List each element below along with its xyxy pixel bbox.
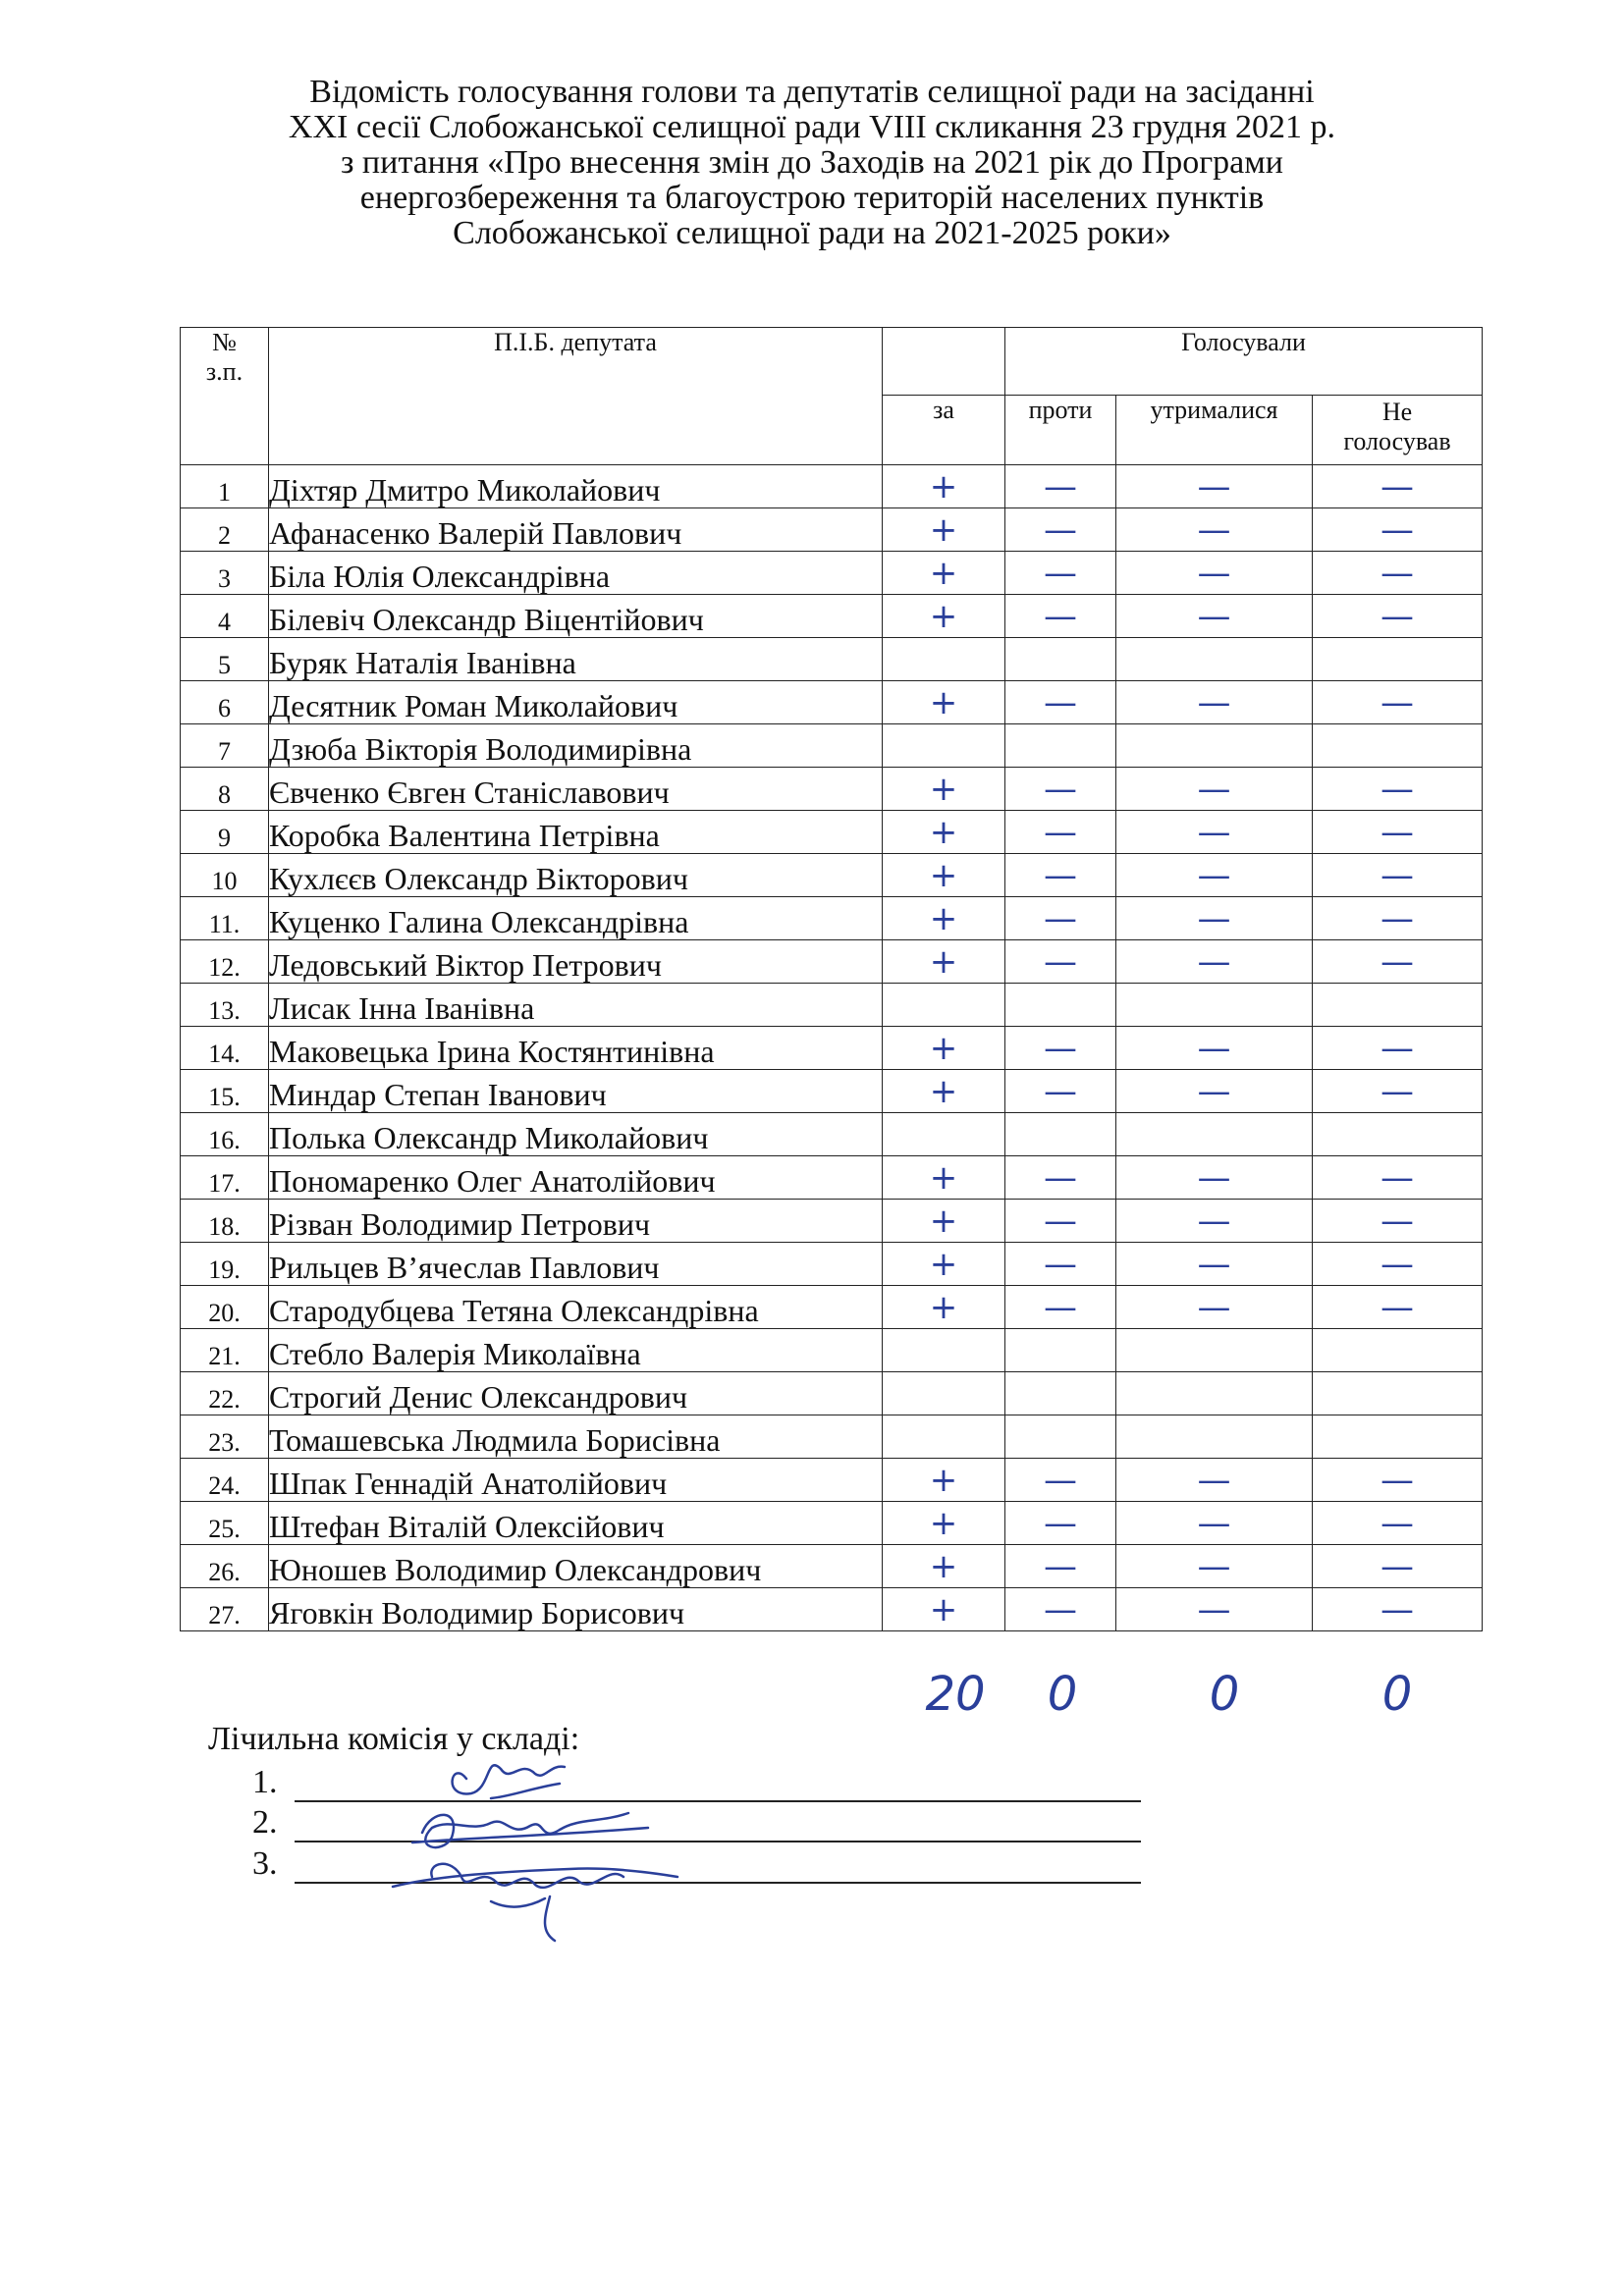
title-line-3: з питання «Про внесення змін до Заходів на 2021 рік до Програми — [341, 144, 1283, 181]
commission-number-2: 2. — [252, 1804, 278, 1841]
vote-against-mark — [1005, 984, 1116, 1027]
header-number: № з.п. — [181, 328, 269, 465]
vote-abstain-mark: — — [1116, 854, 1313, 897]
table-row — [181, 1070, 1483, 1113]
deputy-name: Маковецька Ірина Костянтинівна — [269, 1027, 883, 1070]
vote-abstain-mark — [1116, 638, 1313, 681]
vote-for-mark: + — [883, 1502, 1005, 1545]
table-row — [181, 1588, 1483, 1631]
deputy-name: Миндар Степан Іванович — [269, 1070, 883, 1113]
vote-not-voted-mark — [1313, 1329, 1483, 1372]
vote-against-mark — [1005, 724, 1116, 768]
vote-not-voted-mark — [1313, 1372, 1483, 1415]
vote-abstain-mark: — — [1116, 552, 1313, 595]
vote-not-voted-mark — [1313, 984, 1483, 1027]
row-number: 20. — [181, 1286, 269, 1329]
vote-not-voted-mark: — — [1313, 681, 1483, 724]
deputy-name: Різван Володимир Петрович — [269, 1200, 883, 1243]
row-number: 23. — [181, 1415, 269, 1459]
total-not-voted: 0 — [1381, 1667, 1413, 1722]
vote-not-voted-mark: — — [1313, 508, 1483, 552]
row-number: 14. — [181, 1027, 269, 1070]
table-row — [181, 724, 1483, 768]
vote-for-mark — [883, 1415, 1005, 1459]
vote-for-mark: + — [883, 552, 1005, 595]
vote-abstain-mark: — — [1116, 681, 1313, 724]
vote-abstain-mark: — — [1116, 940, 1313, 984]
row-number: 5 — [181, 638, 269, 681]
row-number: 27. — [181, 1588, 269, 1631]
vote-for-mark: + — [883, 1459, 1005, 1502]
table-row — [181, 1329, 1483, 1372]
vote-against-mark: — — [1005, 1070, 1116, 1113]
vote-against-mark: — — [1005, 681, 1116, 724]
total-against: 0 — [1047, 1667, 1078, 1722]
vote-not-voted-mark — [1313, 724, 1483, 768]
vote-against-mark: — — [1005, 1027, 1116, 1070]
vote-not-voted-mark: — — [1313, 1156, 1483, 1200]
deputy-name: Афанасенко Валерій Павлович — [269, 508, 883, 552]
vote-not-voted-mark: — — [1313, 465, 1483, 508]
table-row — [181, 940, 1483, 984]
vote-not-voted-mark: — — [1313, 552, 1483, 595]
deputy-name: Лисак Інна Іванівна — [269, 984, 883, 1027]
deputy-name: Євченко Євген Станіславович — [269, 768, 883, 811]
vote-for-mark: + — [883, 897, 1005, 940]
deputy-name: Діхтяр Дмитро Миколайович — [269, 465, 883, 508]
vote-for-mark: + — [883, 1286, 1005, 1329]
deputy-name: Куценко Галина Олександрівна — [269, 897, 883, 940]
deputy-name: Буряк Наталія Іванівна — [269, 638, 883, 681]
vote-abstain-mark: — — [1116, 508, 1313, 552]
vote-abstain-mark: — — [1116, 1459, 1313, 1502]
vote-against-mark: — — [1005, 897, 1116, 940]
deputy-name: Юношев Володимир Олександрович — [269, 1545, 883, 1588]
vote-for-mark: + — [883, 465, 1005, 508]
vote-against-mark: — — [1005, 854, 1116, 897]
vote-not-voted-mark: — — [1313, 1502, 1483, 1545]
deputy-name: Ледовський Віктор Петрович — [269, 940, 883, 984]
vote-not-voted-mark — [1313, 638, 1483, 681]
vote-against-mark: — — [1005, 1502, 1116, 1545]
vote-for-mark: + — [883, 508, 1005, 552]
table-row — [181, 1200, 1483, 1243]
row-number: 3 — [181, 552, 269, 595]
deputy-name: Рильцев В’ячеслав Павлович — [269, 1243, 883, 1286]
vote-abstain-mark: — — [1116, 811, 1313, 854]
vote-not-voted-mark — [1313, 1113, 1483, 1156]
table-row — [181, 811, 1483, 854]
document-title — [147, 75, 1477, 251]
row-number: 12. — [181, 940, 269, 984]
vote-against-mark: — — [1005, 1545, 1116, 1588]
table-row — [181, 1113, 1483, 1156]
row-number: 16. — [181, 1113, 269, 1156]
table-row — [181, 1545, 1483, 1588]
commission-label: Лічильна комісія у складі: — [208, 1721, 580, 1757]
vote-abstain-mark: — — [1116, 595, 1313, 638]
table-row — [181, 508, 1483, 552]
title-line-5: Слобожанської селищної ради на 2021-2025 роки» — [453, 215, 1171, 251]
row-number: 19. — [181, 1243, 269, 1286]
table-row — [181, 1286, 1483, 1329]
row-number: 15. — [181, 1070, 269, 1113]
row-number: 17. — [181, 1156, 269, 1200]
vote-abstain-mark — [1116, 1329, 1313, 1372]
table-row — [181, 854, 1483, 897]
vote-against-mark — [1005, 1113, 1116, 1156]
vote-against-mark — [1005, 638, 1116, 681]
vote-abstain-mark: — — [1116, 1502, 1313, 1545]
vote-against-mark: — — [1005, 1459, 1116, 1502]
table-row — [181, 1502, 1483, 1545]
vote-against-mark — [1005, 1415, 1116, 1459]
row-number: 8 — [181, 768, 269, 811]
deputy-name: Полька Олександр Миколайович — [269, 1113, 883, 1156]
table-row — [181, 595, 1483, 638]
title-line-1: Відомість голосування голови та депутатів селищної ради на засіданні — [309, 74, 1315, 110]
vote-not-voted-mark: — — [1313, 940, 1483, 984]
header-for: за — [883, 396, 1005, 465]
vote-not-voted-mark: — — [1313, 1070, 1483, 1113]
vote-not-voted-mark: — — [1313, 768, 1483, 811]
vote-for-mark: + — [883, 768, 1005, 811]
vote-for-mark: + — [883, 1156, 1005, 1200]
commission-number-3: 3. — [252, 1845, 278, 1882]
vote-for-mark — [883, 1113, 1005, 1156]
vote-against-mark: — — [1005, 1286, 1116, 1329]
header-not-voted: Не голосував — [1313, 396, 1483, 465]
vote-abstain-mark — [1116, 724, 1313, 768]
title-line-2: XXI сесії Слобожанської селищної ради VIII скликання 23 грудня 2021 р. — [288, 109, 1336, 145]
vote-not-voted-mark: — — [1313, 1286, 1483, 1329]
table-row — [181, 681, 1483, 724]
vote-abstain-mark — [1116, 1113, 1313, 1156]
row-number: 4 — [181, 595, 269, 638]
deputy-name: Стародубцева Тетяна Олександрівна — [269, 1286, 883, 1329]
vote-for-mark — [883, 1329, 1005, 1372]
row-number: 13. — [181, 984, 269, 1027]
header-voted-spacer — [883, 328, 1005, 396]
row-number: 18. — [181, 1200, 269, 1243]
row-number: 24. — [181, 1459, 269, 1502]
vote-abstain-mark: — — [1116, 1588, 1313, 1631]
vote-against-mark: — — [1005, 768, 1116, 811]
deputy-name: Томашевська Людмила Борисівна — [269, 1415, 883, 1459]
table-row — [181, 897, 1483, 940]
vote-not-voted-mark: — — [1313, 1459, 1483, 1502]
vote-against-mark: — — [1005, 508, 1116, 552]
vote-abstain-mark — [1116, 1415, 1313, 1459]
header-name: П.І.Б. депутата — [269, 328, 883, 465]
row-number: 10 — [181, 854, 269, 897]
deputy-name: Стебло Валерія Миколаївна — [269, 1329, 883, 1372]
vote-not-voted-mark: — — [1313, 897, 1483, 940]
table-row — [181, 984, 1483, 1027]
table-row — [181, 1156, 1483, 1200]
vote-not-voted-mark: — — [1313, 1027, 1483, 1070]
table-row — [181, 1372, 1483, 1415]
vote-abstain-mark: — — [1116, 465, 1313, 508]
vote-against-mark: — — [1005, 552, 1116, 595]
vote-against-mark: — — [1005, 940, 1116, 984]
table-row — [181, 465, 1483, 508]
vote-not-voted-mark: — — [1313, 1545, 1483, 1588]
vote-abstain-mark: — — [1116, 897, 1313, 940]
row-number: 26. — [181, 1545, 269, 1588]
vote-against-mark: — — [1005, 1243, 1116, 1286]
total-abstain: 0 — [1209, 1667, 1240, 1722]
table-row — [181, 768, 1483, 811]
vote-abstain-mark: — — [1116, 1286, 1313, 1329]
table-row — [181, 1459, 1483, 1502]
deputy-name: Білевіч Олександр Віцентійович — [269, 595, 883, 638]
vote-against-mark — [1005, 1372, 1116, 1415]
deputy-name: Коробка Валентина Петрівна — [269, 811, 883, 854]
row-number: 1 — [181, 465, 269, 508]
vote-against-mark — [1005, 1329, 1116, 1372]
vote-against-mark: — — [1005, 811, 1116, 854]
table-row — [181, 1027, 1483, 1070]
vote-not-voted-mark: — — [1313, 1243, 1483, 1286]
total-for: 20 — [925, 1667, 986, 1722]
handwritten-signatures-icon — [373, 1739, 707, 1946]
vote-abstain-mark: — — [1116, 1070, 1313, 1113]
deputy-name: Штефан Віталій Олексійович — [269, 1502, 883, 1545]
vote-for-mark: + — [883, 681, 1005, 724]
deputy-name: Строгий Денис Олександрович — [269, 1372, 883, 1415]
vote-for-mark: + — [883, 1243, 1005, 1286]
vote-for-mark: + — [883, 940, 1005, 984]
vote-for-mark: + — [883, 1545, 1005, 1588]
vote-for-mark: + — [883, 1027, 1005, 1070]
vote-against-mark: — — [1005, 465, 1116, 508]
header-voted: Голосували — [1005, 328, 1483, 396]
vote-abstain-mark: — — [1116, 768, 1313, 811]
row-number: 6 — [181, 681, 269, 724]
row-number: 11. — [181, 897, 269, 940]
row-number: 21. — [181, 1329, 269, 1372]
vote-for-mark: + — [883, 811, 1005, 854]
vote-against-mark: — — [1005, 1200, 1116, 1243]
vote-abstain-mark — [1116, 1372, 1313, 1415]
table-row — [181, 552, 1483, 595]
vote-for-mark — [883, 1372, 1005, 1415]
vote-against-mark: — — [1005, 595, 1116, 638]
vote-not-voted-mark: — — [1313, 854, 1483, 897]
commission-number-1: 1. — [252, 1764, 278, 1800]
row-number: 2 — [181, 508, 269, 552]
deputy-name: Кухлєєв Олександр Вікторович — [269, 854, 883, 897]
vote-not-voted-mark: — — [1313, 811, 1483, 854]
vote-for-mark: + — [883, 1200, 1005, 1243]
vote-not-voted-mark: — — [1313, 595, 1483, 638]
header-abstain: утрималися — [1116, 396, 1313, 465]
vote-against-mark: — — [1005, 1588, 1116, 1631]
vote-against-mark: — — [1005, 1156, 1116, 1200]
deputy-name: Дзюба Вікторія Володимирівна — [269, 724, 883, 768]
vote-not-voted-mark: — — [1313, 1588, 1483, 1631]
vote-not-voted-mark — [1313, 1415, 1483, 1459]
vote-for-mark — [883, 724, 1005, 768]
voting-rows — [181, 465, 1483, 1631]
vote-for-mark — [883, 984, 1005, 1027]
vote-not-voted-mark: — — [1313, 1200, 1483, 1243]
row-number: 9 — [181, 811, 269, 854]
vote-for-mark: + — [883, 1588, 1005, 1631]
deputy-name: Шпак Геннадій Анатолійович — [269, 1459, 883, 1502]
vote-abstain-mark: — — [1116, 1156, 1313, 1200]
vote-for-mark: + — [883, 854, 1005, 897]
table-row — [181, 638, 1483, 681]
deputy-name: Десятник Роман Миколайович — [269, 681, 883, 724]
vote-for-mark: + — [883, 1070, 1005, 1113]
table-row — [181, 1243, 1483, 1286]
deputy-name: Пономаренко Олег Анатолійович — [269, 1156, 883, 1200]
vote-abstain-mark: — — [1116, 1545, 1313, 1588]
row-number: 7 — [181, 724, 269, 768]
deputy-name: Яговкін Володимир Борисович — [269, 1588, 883, 1631]
vote-abstain-mark: — — [1116, 1027, 1313, 1070]
row-number: 25. — [181, 1502, 269, 1545]
table-row — [181, 1415, 1483, 1459]
deputy-name: Біла Юлія Олександрівна — [269, 552, 883, 595]
header-against: проти — [1005, 396, 1116, 465]
voting-table — [180, 327, 1483, 1631]
vote-abstain-mark: — — [1116, 1243, 1313, 1286]
vote-for-mark: + — [883, 595, 1005, 638]
vote-for-mark — [883, 638, 1005, 681]
row-number: 22. — [181, 1372, 269, 1415]
title-line-4: енергозбереження та благоустрою територій населених пунктів — [359, 180, 1265, 216]
vote-abstain-mark — [1116, 984, 1313, 1027]
vote-abstain-mark: — — [1116, 1200, 1313, 1243]
